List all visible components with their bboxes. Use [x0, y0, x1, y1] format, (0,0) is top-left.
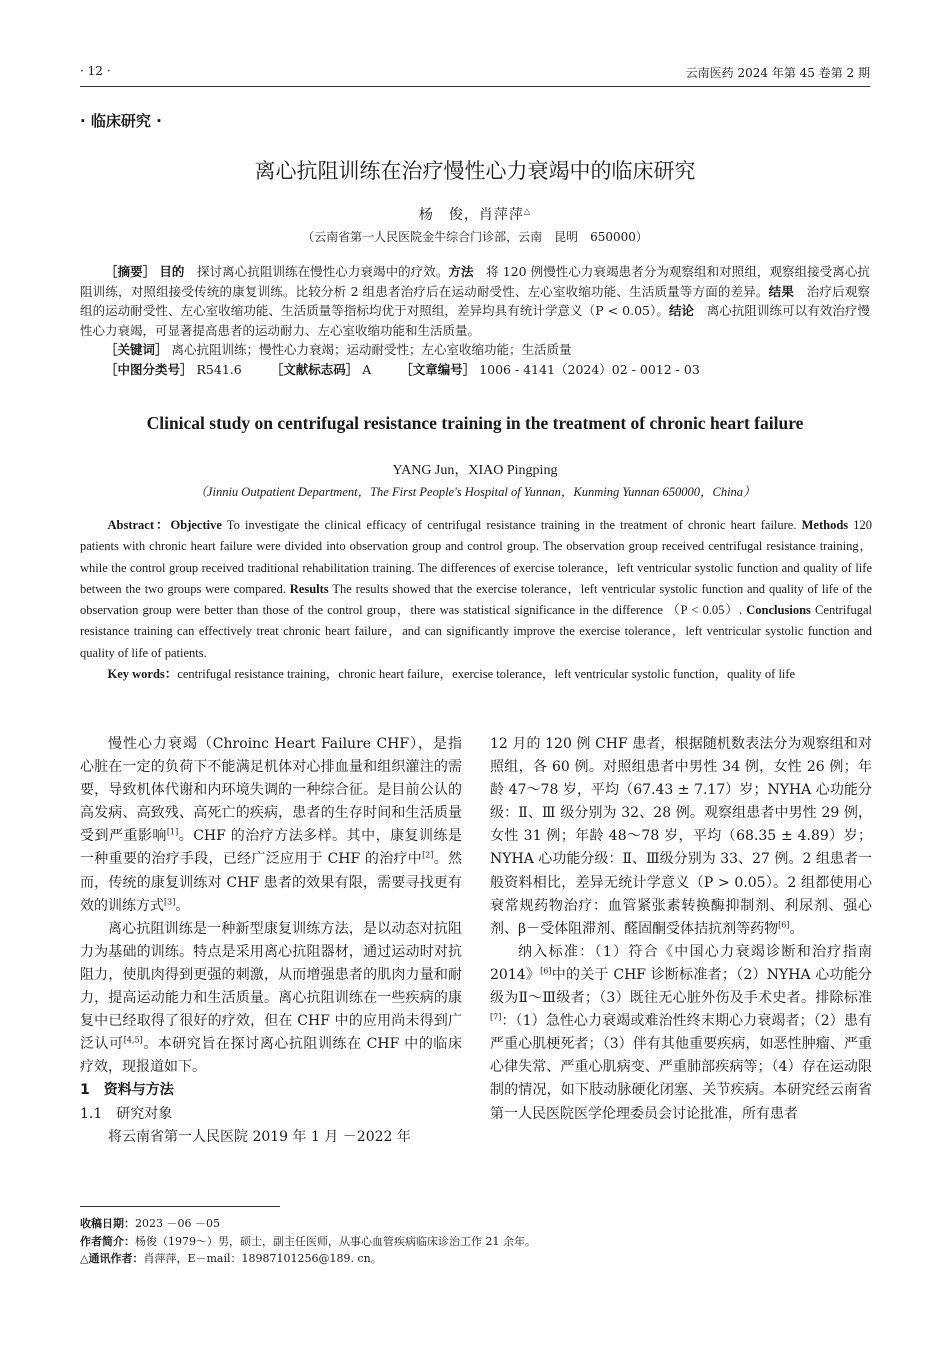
subjects-text-b: 。 [789, 920, 804, 937]
section-tag: · 临床研究 · [80, 112, 162, 130]
result-text: 治疗后观察组的运动耐受性、左心室收缩功能、生活质量等指标均优于对照组，差异均具有统计学意义（P < 0.05）。 [80, 283, 870, 318]
objective-en-text: To investigate the clinical efficacy of centrifugal resistance training in the treatment of chronic heart failure. [221, 518, 797, 532]
keywords-cn-label: ［关键词］ [105, 342, 168, 357]
conclusion-label: 结论 [668, 303, 695, 318]
keywords-en-label: Key words： [107, 667, 178, 682]
ref-3: [3] [164, 897, 176, 906]
author-label: 作者简介： [80, 1234, 135, 1248]
footnote-author [80, 1233, 870, 1251]
intro-p2-text-a: 离心抗阻训练是一种新型康复训练方法，是以动态对抗阻力为基础的训练。特点是采用离心抗阻器材，通过运动时对抗阻力，使肌肉得到更强的刺激，从而增强患者的肌肉力量和耐力，提高运动能力和生活质量。离心抗阻训练在一些疾病的康复中已经取得了很好的疗效，但在 CHF 中的应用尚未得到广泛认可 [80, 920, 462, 1053]
body-column-left [80, 733, 462, 1149]
corresponding-info: 肖萍萍，E－mail：18987101256@189. cn。 [143, 1252, 382, 1265]
criteria-paragraph [490, 941, 872, 1126]
received-date: 2023 －06 －05 [135, 1217, 220, 1230]
authors-en: YANG Jun，XIAO Pingping [392, 463, 558, 478]
criteria-text-a: 纳入标准：（1）符合《中国心力衰竭诊断和治疗指南 2014》 [490, 943, 872, 983]
conclusion-text: 离心抗阻训练可以有效治疗慢性心力衰竭，可显著提高患者的运动耐力、左心室收缩功能和生活质量。 [80, 303, 870, 338]
heading-materials-methods: 1 资料与方法 [80, 1082, 174, 1099]
keywords-cn [80, 340, 870, 360]
header-rule [80, 86, 870, 87]
keywords-cn-text: 离心抗阻训练；慢性心力衰竭；运动耐受性；左心室收缩功能；生活质量 [171, 342, 572, 357]
footnote-rule [80, 1206, 280, 1207]
article-no-value: 1006 - 4141（2024）02 - 0012 - 03 [479, 361, 700, 377]
article-no-label: ［文章编号］ [400, 361, 476, 377]
classification-line [80, 360, 870, 380]
affiliation-en: （Jinniu Outpatient Department，The First People's Hospital of Yunnan，Kunming Yunnan 650000，China） [194, 485, 756, 499]
intro-p1-text-b: 。CHF 的治疗方法多样。其中，康复训练是一种重要的治疗手段，已经广泛应用于 CHF 的治疗中 [80, 828, 462, 868]
footnote-corresponding [80, 1250, 870, 1268]
ref-1: [1] [166, 827, 179, 837]
keywords-en [80, 664, 872, 685]
intro-p1-text-c: 。然而，传统的康复训练对 CHF 患者的效果有限，需要寻找更有效的训练方式 [80, 851, 462, 914]
ref-2: [2] [422, 850, 434, 860]
clc-value: R541.6 [196, 361, 242, 377]
intro-paragraph-2 [80, 918, 462, 1080]
intro-p2-text-b: 。本研究旨在探讨离心抗阻训练在 CHF 中的临床疗效，现报道如下。 [80, 1036, 462, 1076]
methods-en-text: 120 patients with chronic heart failure were divided into observation group and control group. The observation group received centrifugal resistance training，while the control group received traditional rehabilitation training. The differences of exercise tolerance，left ventricular systolic function and quality of life between the two groups were compared. [80, 518, 873, 596]
results-en-label: Results [289, 581, 329, 596]
ref-4-5: [4,5] [123, 1035, 143, 1045]
title-en: Clinical study on centrifugal resistance training in the treatment of chronic heart failure [146, 413, 804, 433]
method-text: 将 120 例慢性心力衰竭患者分为观察组和对照组，观察组接受离心抗阻训练，对照组接受传统的康复训练。比较分析 2 组患者治疗后在运动耐受性、左心室收缩功能、生活质量等方面的差异。 [80, 264, 870, 299]
abstract-cn-label: ［摘要］ [105, 264, 156, 279]
abstract-en-body [80, 515, 872, 664]
subjects-paragraph-cont [490, 733, 872, 941]
footnotes [80, 1215, 870, 1268]
affiliation-cn: （云南省第一人民医院金牛综合门诊部，云南 昆明 650000） [302, 230, 648, 244]
doc-code-label: ［文献标志码］ [270, 361, 359, 377]
ref-7: [7] [490, 1012, 502, 1022]
doc-code-value: A [362, 361, 372, 377]
author-bio: 杨俊（1979～）男，硕士，副主任医师，从事心血管疾病临床诊治工作 21 余年。 [135, 1234, 536, 1248]
abstract-en-label: Abstract： [107, 518, 171, 532]
abstract-cn-body [80, 262, 870, 340]
corresponding-label: △通讯作者： [80, 1252, 144, 1265]
intro-paragraph-1 [80, 733, 462, 918]
clc-label: ［中图分类号］ [105, 361, 193, 377]
abstract-cn [80, 262, 870, 379]
authors-cn-names: 杨 俊，肖萍萍 [418, 207, 524, 223]
ref-6b: [6] [540, 966, 552, 976]
results-en-text: The results showed that the exercise tolerance，left ventricular systolic function and quality of life of the observation group were better than those of the control group，there was statistical significance in the difference （P < 0.05）. [80, 581, 872, 618]
objective-text: 探讨离心抗阻训练在慢性心力衰竭中的疗效。 [197, 264, 449, 279]
keywords-en-text: centrifugal resistance training，chronic heart failure，exercise tolerance，left ventricular systolic function，quality of life [177, 667, 796, 682]
received-label: 收稿日期： [80, 1217, 135, 1230]
criteria-text-b: 中的关于 CHF 诊断标准者；（2）NYHA 心功能分级为Ⅱ～Ⅲ级者；（3）既往无心脏外伤及手术史者。排除标准 [490, 966, 873, 1007]
journal-header: 云南医药 2024 年第 45 卷第 2 期 [685, 66, 870, 80]
criteria-text-c: ：（1）急性心力衰竭或难治性终末期心力衰竭者；（2）患有严重心肌梗死者；（3）伴有其他重要疾病，如恶性肿瘤、严重心律失常、严重心肌病变、严重肺部疾病等；（4）存在运动限制的情况，如下肢动脉硬化闭塞、关节疾病。本研究经云南省第一人民医院医学伦理委员会讨论批准，所有患者 [490, 1013, 872, 1122]
conclusions-en-label: Conclusions [746, 603, 811, 618]
body-column-right [490, 733, 872, 1126]
abstract-en [80, 515, 872, 685]
result-label: 结果 [768, 283, 795, 299]
subjects-text-a: 12 月的 120 例 CHF 患者，根据随机数表法分为观察组和对照组，各 60 例。对照组患者中男性 34 例，女性 26 例；年龄 47～78 岁，平均（67.43 ± 7.17）岁；NYHA 心功能分级：Ⅱ、Ⅲ 级分别为 32、28 例。观察组患者中男性 29 例，女性 31 例；年龄 48～78 岁，平均（68.35 ± 4.89）岁；NYHA 心功能分级：Ⅱ、Ⅲ级分别为 33、27 例。2 组患者一般资料相比，差异无统计学意义（P > 0.05）。2 组都使用心衰常规药物治疗：血管紧张素转换酶抑制剂、利尿剂、强心剂、β－受体阻滞剂、醛固酮受体拮抗剂等药物 [490, 736, 872, 937]
intro-p1-text-d: 。 [175, 897, 190, 914]
method-label: 方法 [448, 264, 474, 279]
authors-cn [0, 204, 950, 224]
page-number: · 12 · [80, 64, 111, 78]
footnote-received [80, 1215, 870, 1233]
corresponding-mark: △ [523, 206, 532, 216]
methods-en-label: Methods [801, 518, 849, 532]
title-cn: 离心抗阻训练在治疗慢性心力衰竭中的临床研究 [254, 159, 696, 183]
objective-label: 目的 [159, 264, 185, 279]
ref-6: [6] [778, 920, 790, 930]
subjects-paragraph-start: 将云南省第一人民医院 2019 年 1 月 －2022 年 [108, 1128, 411, 1145]
conclusions-en-text: Centrifugal resistance training can effectively treat chronic heart failure，and can significantly improve the exercise tolerance，left ventricular systolic function and quality of life of patients. [80, 603, 872, 660]
objective-en-label: Objective [170, 518, 222, 532]
intro-p1-text-a: 慢性心力衰竭（Chroinc Heart Failure CHF），是指心脏在一定的负荷下不能满足机体对心排血量和组织灌注的需要，导致机体代谢和内环境失调的一种综合征。是目前公认的高发病、高致残、高死亡的疾病，患者的生存时间和生活质量受到严重影响 [80, 736, 462, 845]
heading-study-subjects: 1.1 研究对象 [80, 1105, 173, 1122]
